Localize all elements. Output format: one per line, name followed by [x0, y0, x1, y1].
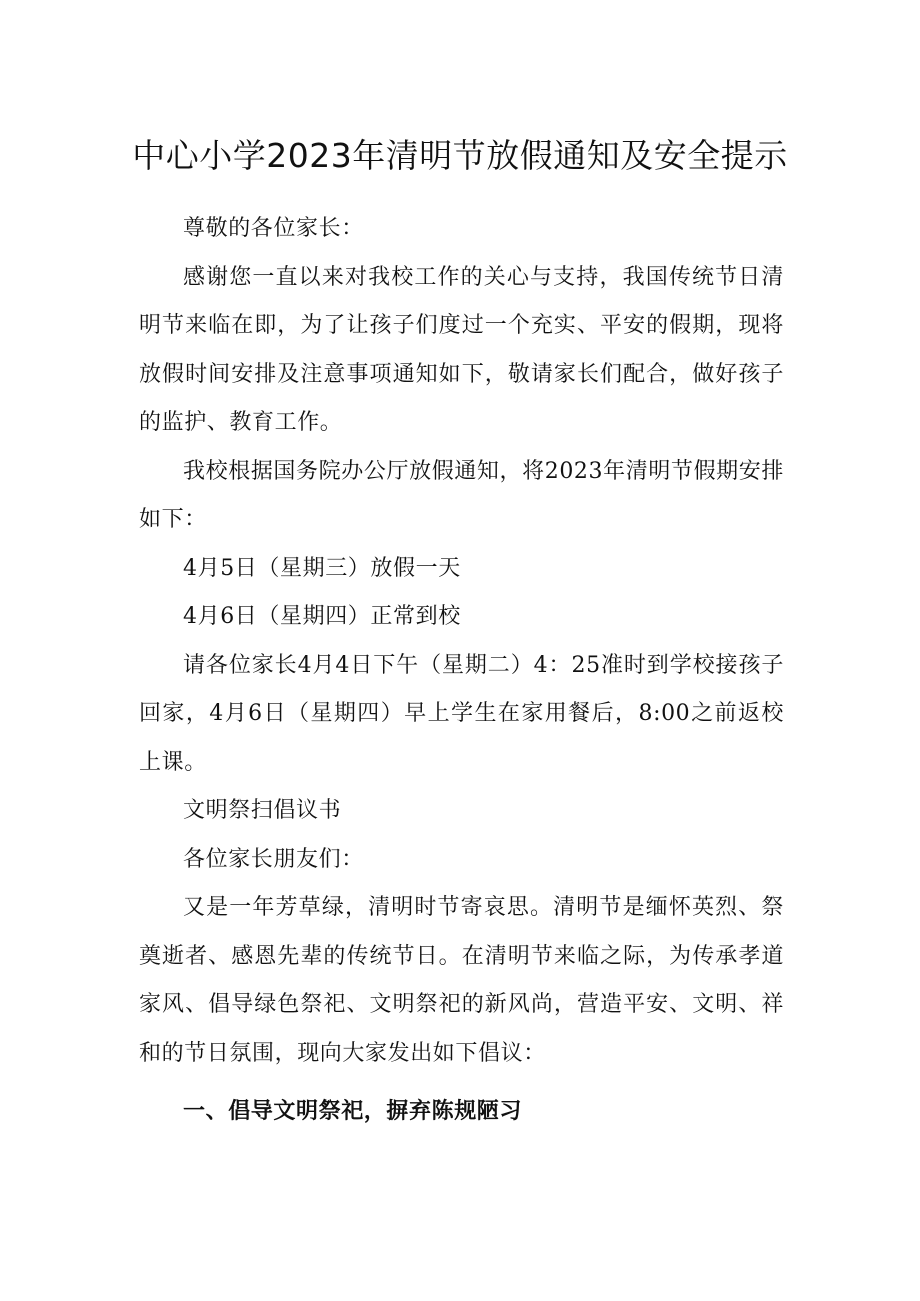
schedule-return-line: 4月6日（星期四）正常到校 — [183, 604, 461, 629]
document-body — [139, 205, 784, 1137]
proposal-title: 文明祭扫倡议书 — [183, 798, 342, 823]
proposal-paragraph: 又是一年芳草绿，清明时节寄哀思。清明节是缅怀英烈、祭奠逝者、感恩先辈的传统节日。在清明节来临之际，为传承孝道家风、倡导绿色祭祀、文明祭祀的新风尚，营造平安、文明、祥和的节日氛围，现向大家发出如下倡议： — [139, 895, 784, 1066]
intro-paragraph: 感谢您一直以来对我校工作的关心与支持，我国传统节日清明节来临在即，为了让孩子们度过一个充实、平安的假期，现将放假时间安排及注意事项通知如下，敬请家长们配合，做好孩子的监护、教育工作。 — [139, 264, 784, 435]
proposal-salutation: 各位家长朋友们： — [183, 846, 364, 872]
salutation: 尊敬的各位家长： — [183, 216, 364, 241]
schedule-intro-paragraph: 我校根据国务院办公厅放假通知，将2023年清明节假期安排如下： — [139, 458, 784, 532]
pickup-paragraph: 请各位家长4月4日下午（星期二）4：25准时到学校接孩子回家，4月6日（星期四）早上学生在家用餐后，8:00之前返校上课。 — [139, 652, 784, 775]
section-heading: 一、倡导文明祭祀，摒弃陈规陋习 — [183, 1099, 523, 1124]
document-title: 中心小学2023年清明节放假通知及安全提示 — [132, 136, 788, 175]
schedule-holiday-line: 4月5日（星期三）放假一天 — [183, 555, 461, 581]
